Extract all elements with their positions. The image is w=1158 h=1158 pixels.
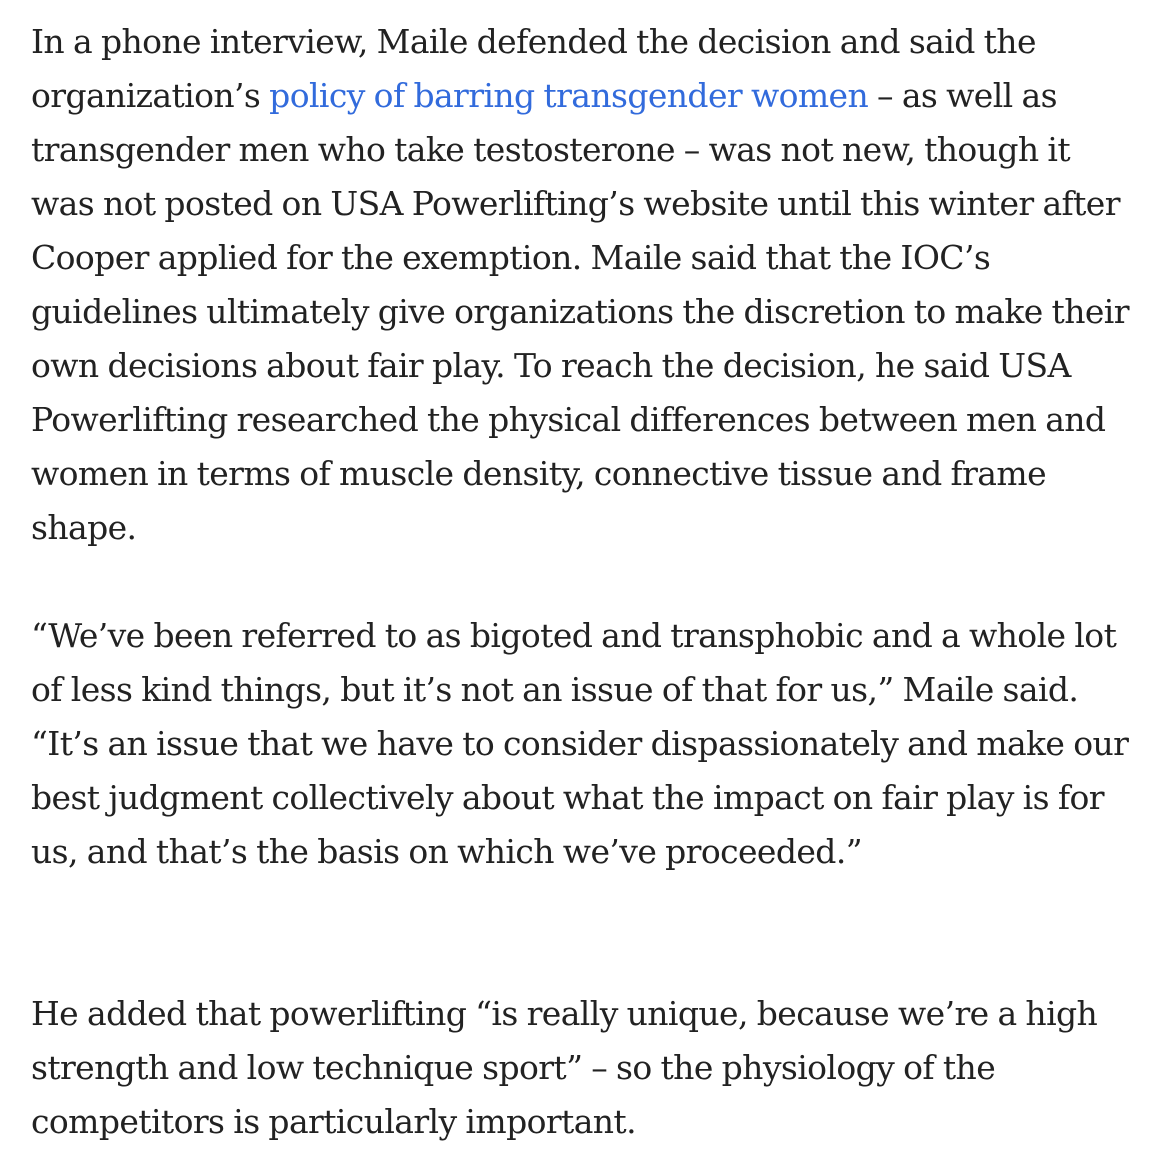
paragraph-1-text-before-link: In a phone interview, Maile defended the decision and said the organization’s (31, 22, 1036, 115)
paragraph-3: He added that powerlifting “is really unique, because we’re a high strength and low technique sport” – so the physiology of the competitors is particularly important. (31, 994, 1098, 1141)
paragraph-1 (31, 15, 1141, 555)
paragraph-1-text-after-link: – as well as transgender men who take testosterone – was not new, though it was not posted on USA Powerlifting’s website until this winter after Cooper applied for the exemption. Maile said that the IOC’s guidelines ultimately give organizations the discretion to make their own decisions about fair play. To reach the decision, he said USA Powerlifting researched the physical differences between men and women in terms of muscle density, connective tissue and frame shape. (31, 76, 1129, 547)
article-body (31, 15, 1141, 1149)
policy-link[interactable]: policy of barring transgender women (269, 76, 869, 115)
paragraph-2-quote: “We’ve been referred to as bigoted and transphobic and a whole lot of less kind things, but it’s not an issue of that for us,” Maile said. “It’s an issue that we have to consider dispassionately and make our best judgment collectively about what the impact on fair play is for us, and that’s the basis on which we’ve proceeded.” (31, 616, 1129, 871)
